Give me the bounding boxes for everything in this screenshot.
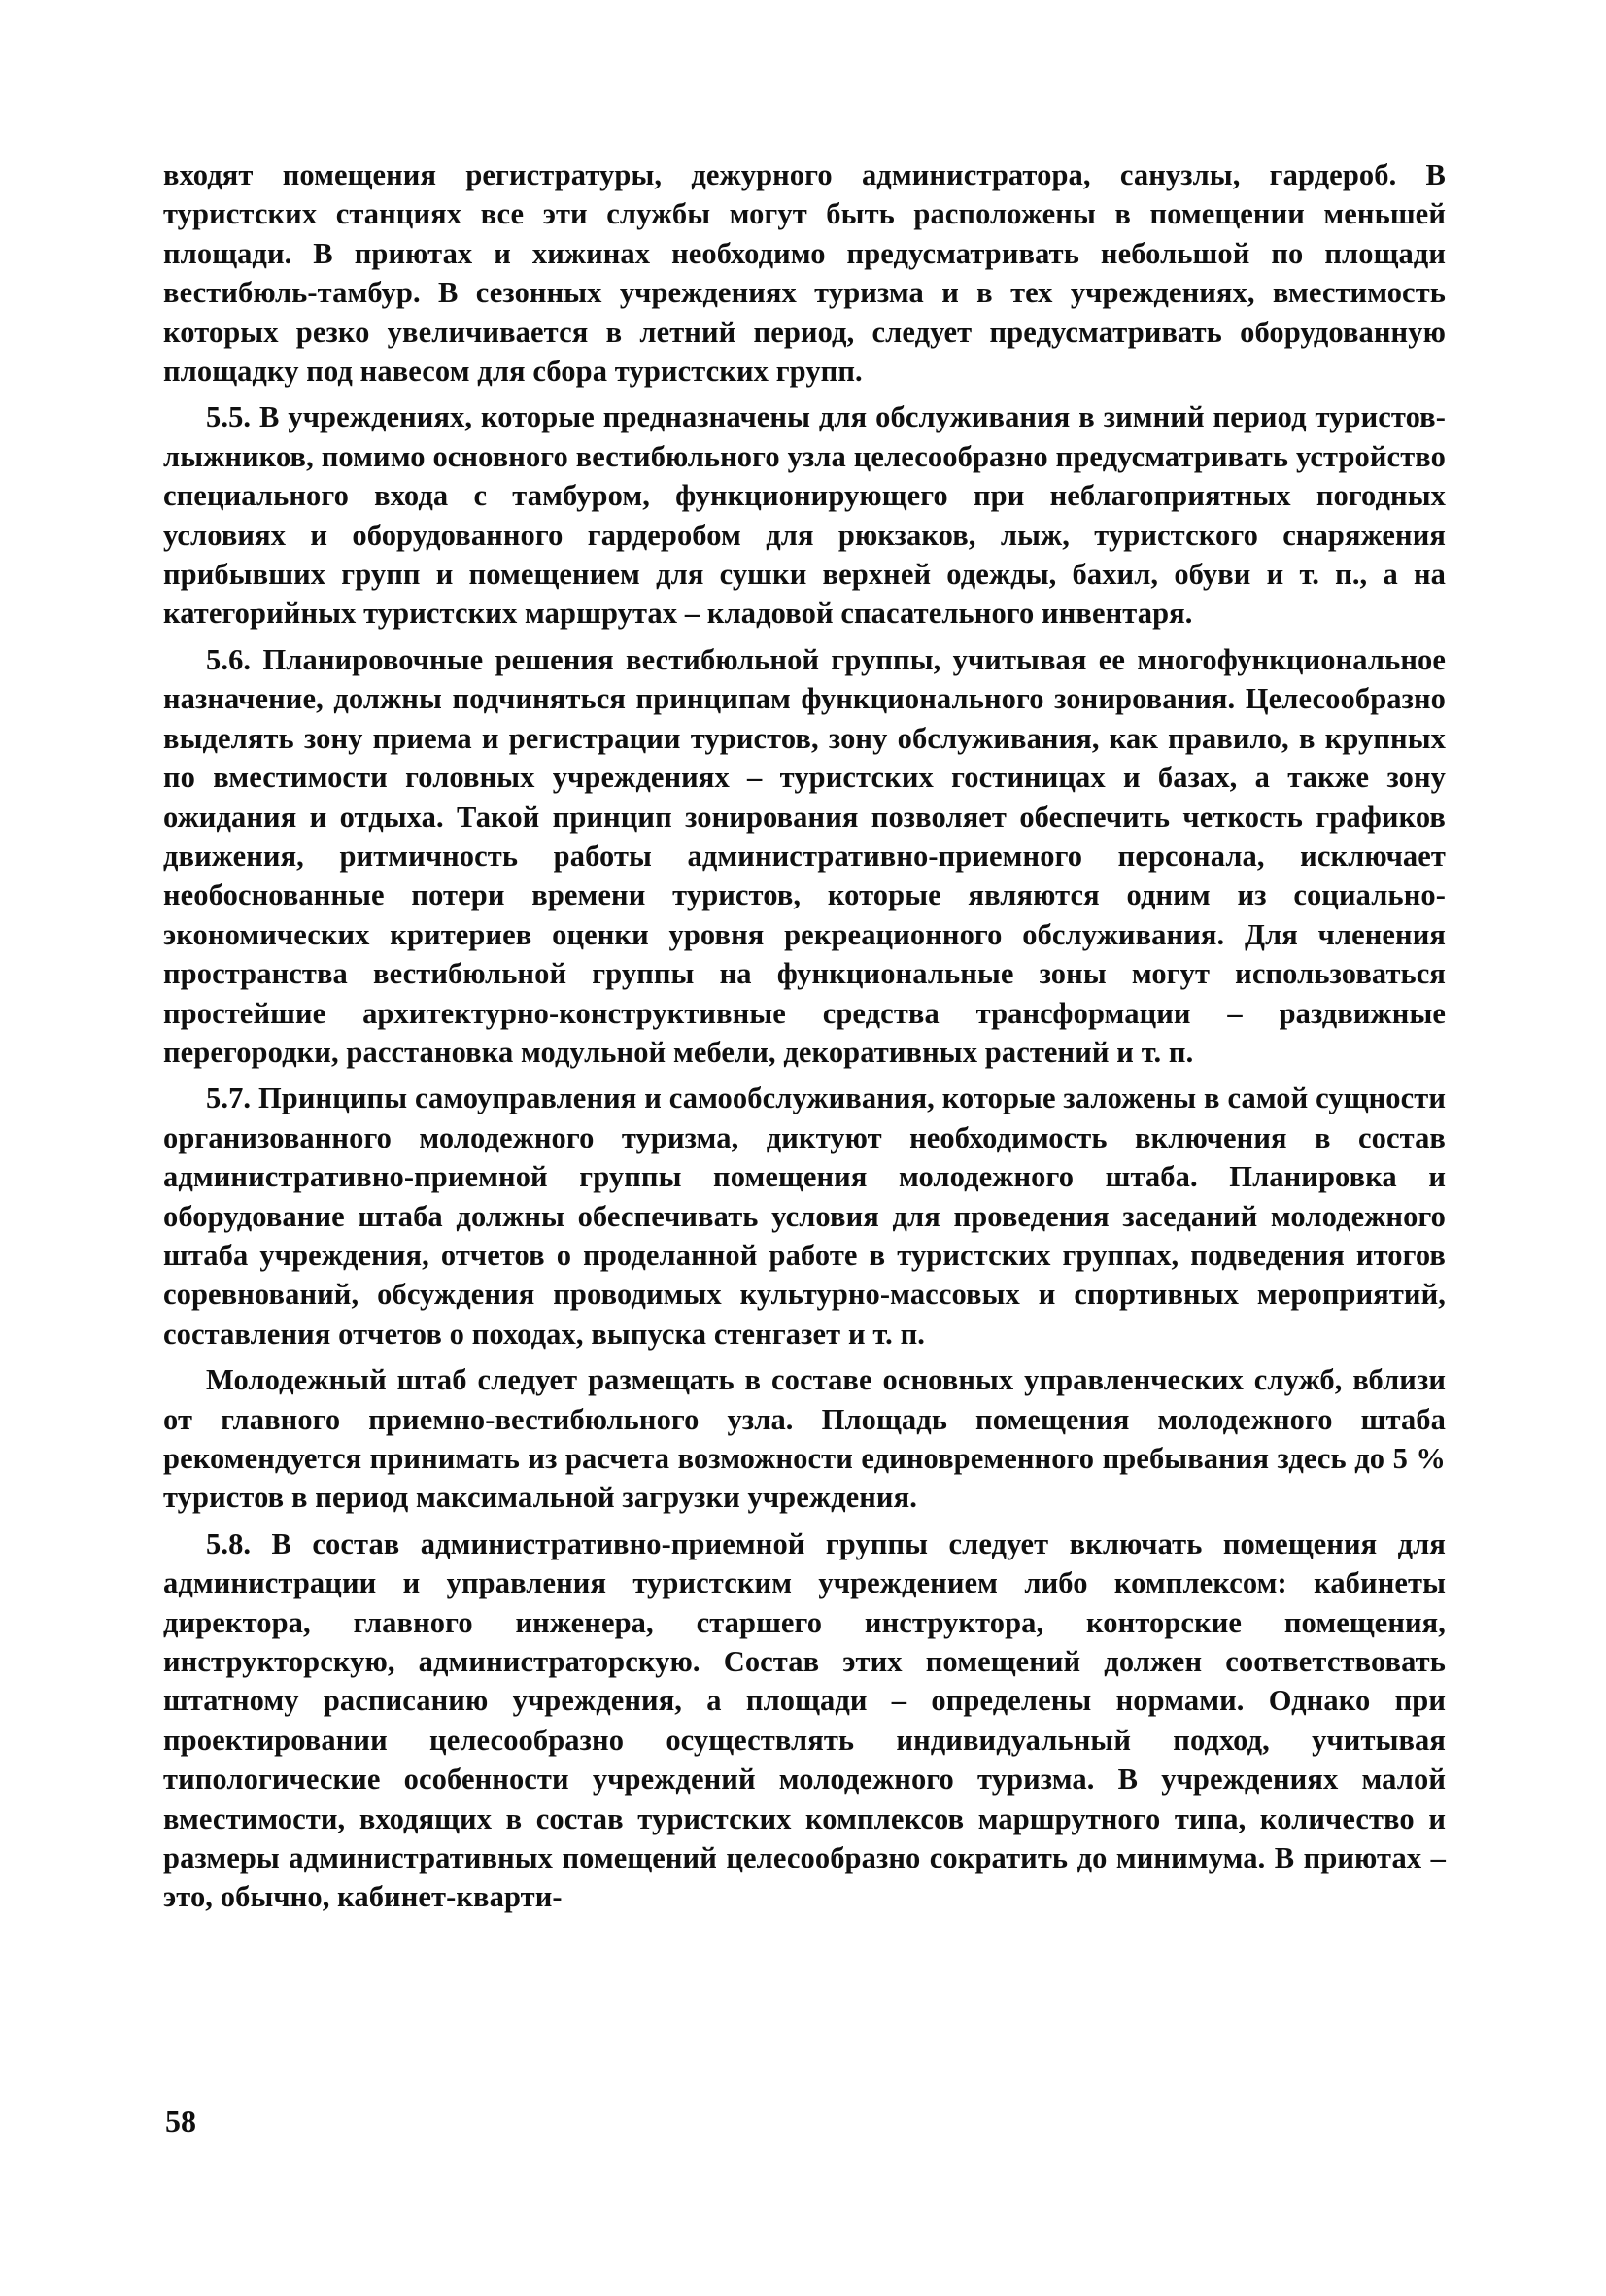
- page-body: [163, 155, 1446, 1924]
- paragraph-youth-headquarters: Молодежный штаб следует размещать в составе основных управленческих служб, вблизи от главного приемно-вестибюльного узла. Площадь помещения молодежного штаба рекомендуется принимать из расчета возможности единовременного пребывания здесь до 5 % туристов в период максимальной загрузки учреждения.: [163, 1363, 1446, 1515]
- paragraph-5-5: 5.5. В учреждениях, которые предназначены для обслуживания в зимний период туристов-лыжников, помимо основного вестибюльного узла целесообразно предусматривать устройство специального входа с тамбуром, функционирующего при неблагоприятных погодных условиях и оборудованного гардеробом для рюкзаков, лыж, туристского снаряжения прибывших групп и помещением для сушки верхней одежды, бахил, обуви и т. п., а на категорийных туристских маршрутах – кладовой спасательного инвентаря.: [163, 400, 1446, 631]
- paragraph-continuation: входят помещения регистратуры, дежурного администратора, санузлы, гардероб. В туристских станциях все эти службы могут быть расположены в помещении меньшей площади. В приютах и хижинах необходимо предусматривать небольшой по площади вестибюль-тамбур. В сезонных учреждениях туризма и в тех учреждениях, вместимость которых резко увеличивается в летний период, следует предусматривать оборудованную площадку под навесом для сбора туристских групп.: [163, 158, 1446, 389]
- paragraph-5-6: 5.6. Планировочные решения вестибюльной группы, учитывая ее многофункциональное назначение, должны подчиняться принципам функционального зонирования. Целесообразно выделять зону приема и регистрации туристов, зону обслуживания, как правило, в крупных по вместимости головных учреждениях – туристских гостиницах и базах, а также зону ожидания и отдыха. Такой принцип зонирования позволяет обеспечить четкость графиков движения, ритмичность работы административно-приемного персонала, исключает необоснованные потери времени туристов, которые являются одним из социально-экономических критериев оценки уровня рекреационного обслуживания. Для членения пространства вестибюльной группы на функциональные зоны могут использоваться простейшие архитектурно-конструктивные средства трансформации – раздвижные перегородки, расстановка модульной мебели, декоративных растений и т. п.: [163, 642, 1446, 1069]
- paragraph-5-7: 5.7. Принципы самоуправления и самообслуживания, которые заложены в самой сущности организованного молодежного туризма, диктуют необходимость включения в состав административно-приемной группы помещения молодежного штаба. Планировка и оборудование штаба должны обеспечивать условия для проведения заседаний молодежного штаба учреждения, отчетов о проделанной работе в туристских группах, подведения итогов соревнований, обсуждения проводимых культурно-массовых и спортивных мероприятий, составления отчетов о походах, выпуска стенгазет и т. п.: [163, 1081, 1446, 1351]
- paragraph-5-8: 5.8. В состав административно-приемной группы следует включать помещения для администрации и управления туристским учреждением либо комплексом: кабинеты директора, главного инженера, старшего инструктора, конторские помещения, инструкторскую, администраторскую. Состав этих помещений должен соответствовать штатному расписанию учреждения, а площади – определены нормами. Однако при проектировании целесообразно осуществлять индивидуальный подход, учитывая типологические особенности учреждений молодежного туризма. В учреждениях малой вместимости, входящих в состав туристских комплексов маршрутного типа, количество и размеры административных помещений целесообразно сократить до минимума. В приютах – это, обычно, кабинет-кварти-: [163, 1526, 1446, 1914]
- page-number: 58: [165, 2104, 196, 2139]
